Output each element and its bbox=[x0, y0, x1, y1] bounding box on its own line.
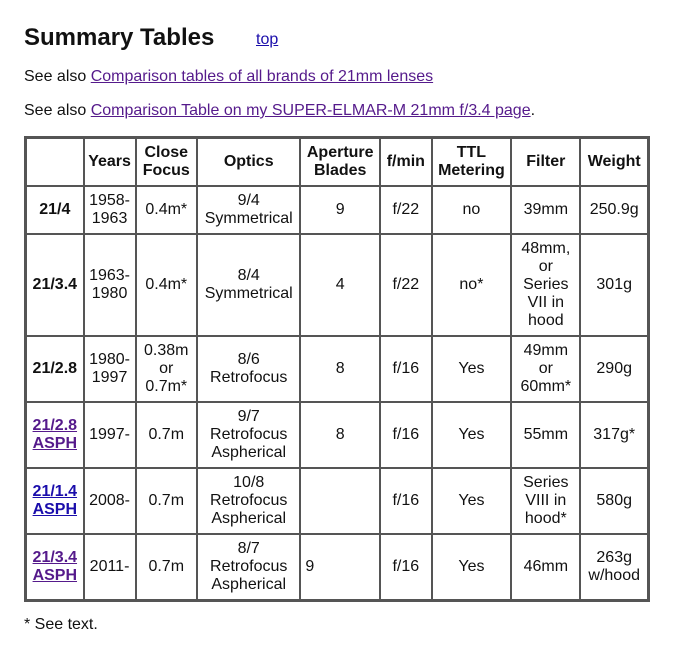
top-link[interactable]: top bbox=[256, 31, 279, 48]
fmin-cell: f/16 bbox=[380, 402, 432, 468]
see-also-line bbox=[24, 101, 535, 121]
weight-cell: 317g* bbox=[580, 402, 648, 468]
see-also-prefix: See also bbox=[24, 102, 91, 119]
model-cell: 21/2.8 bbox=[26, 336, 84, 402]
weight-cell: 263g w/hood bbox=[580, 534, 648, 600]
filter-cell: 46mm bbox=[511, 534, 580, 600]
column-header: Filter bbox=[511, 138, 580, 186]
years-cell: 1963-1980 bbox=[84, 234, 136, 336]
model-cell bbox=[26, 402, 84, 468]
close-focus-cell: 0.7m bbox=[136, 402, 198, 468]
model-cell: 21/3.4 bbox=[26, 234, 84, 336]
optics-cell: 9/7 Retrofocus Aspherical bbox=[197, 402, 300, 468]
table-row bbox=[26, 336, 648, 402]
weight-cell: 301g bbox=[580, 234, 648, 336]
weight-cell: 250.9g bbox=[580, 186, 648, 234]
filter-cell: Series VIII in hood* bbox=[511, 468, 580, 534]
filter-cell: 48mm, or Series VII in hood bbox=[511, 234, 580, 336]
blades-cell: 8 bbox=[300, 336, 380, 402]
fmin-cell: f/16 bbox=[380, 534, 432, 600]
close-focus-cell: 0.7m bbox=[136, 468, 198, 534]
filter-cell: 39mm bbox=[511, 186, 580, 234]
filter-cell: 49mm or 60mm* bbox=[511, 336, 580, 402]
comparison-all-brands-link[interactable]: Comparison tables of all brands of 21mm lenses bbox=[90, 68, 434, 85]
blades-cell: 4 bbox=[300, 234, 380, 336]
ttl-cell: Yes bbox=[432, 402, 512, 468]
column-header: Aperture Blades bbox=[300, 138, 380, 186]
see-also-suffix: . bbox=[530, 102, 536, 119]
optics-cell: 8/4 Symmetrical bbox=[197, 234, 300, 336]
fmin-cell: f/16 bbox=[380, 468, 432, 534]
footnote: * See text. bbox=[24, 616, 98, 633]
column-header: Optics bbox=[197, 138, 300, 186]
table-header-row bbox=[26, 138, 648, 186]
page-title: Summary Tables bbox=[24, 24, 215, 51]
optics-cell: 8/6 Retrofocus bbox=[197, 336, 300, 402]
optics-cell: 10/8 Retrofocus Aspherical bbox=[197, 468, 300, 534]
filter-cell: 55mm bbox=[511, 402, 580, 468]
ttl-cell: Yes bbox=[432, 336, 512, 402]
years-cell: 2011- bbox=[84, 534, 136, 600]
ttl-cell: no* bbox=[432, 234, 512, 336]
years-cell: 2008- bbox=[84, 468, 136, 534]
ttl-cell: Yes bbox=[432, 468, 512, 534]
super-elmar-comparison-link[interactable]: Comparison Table on my SUPER-ELMAR-M 21mm f/3.4 page bbox=[90, 102, 531, 119]
close-focus-cell: 0.7m bbox=[136, 534, 198, 600]
model-link[interactable]: 21/2.8 ASPH bbox=[32, 417, 78, 452]
model-link[interactable]: 21/3.4 ASPH bbox=[32, 549, 78, 584]
years-cell: 1980-1997 bbox=[84, 336, 136, 402]
years-cell: 1997- bbox=[84, 402, 136, 468]
table-row bbox=[26, 234, 648, 336]
weight-cell: 580g bbox=[580, 468, 648, 534]
model-cell bbox=[26, 468, 84, 534]
see-also-line bbox=[24, 67, 433, 87]
fmin-cell: f/22 bbox=[380, 234, 432, 336]
optics-cell: 8/7 Retrofocus Aspherical bbox=[197, 534, 300, 600]
fmin-cell: f/22 bbox=[380, 186, 432, 234]
title-row bbox=[24, 22, 664, 56]
blades-cell bbox=[300, 468, 380, 534]
blades-cell: 9 bbox=[300, 534, 380, 600]
weight-cell: 290g bbox=[580, 336, 648, 402]
blades-cell: 8 bbox=[300, 402, 380, 468]
blades-cell: 9 bbox=[300, 186, 380, 234]
close-focus-cell: 0.38m or 0.7m* bbox=[136, 336, 198, 402]
table-row bbox=[26, 534, 648, 600]
column-header: Close Focus bbox=[136, 138, 198, 186]
column-header: Years bbox=[84, 138, 136, 186]
column-header bbox=[26, 138, 84, 186]
close-focus-cell: 0.4m* bbox=[136, 234, 198, 336]
column-header: TTL Metering bbox=[432, 138, 512, 186]
see-also-prefix: See also bbox=[24, 68, 91, 85]
close-focus-cell: 0.4m* bbox=[136, 186, 198, 234]
model-cell: 21/4 bbox=[26, 186, 84, 234]
column-header: f/min bbox=[380, 138, 432, 186]
table-row bbox=[26, 468, 648, 534]
ttl-cell: Yes bbox=[432, 534, 512, 600]
ttl-cell: no bbox=[432, 186, 512, 234]
years-cell: 1958-1963 bbox=[84, 186, 136, 234]
table-row bbox=[26, 402, 648, 468]
fmin-cell: f/16 bbox=[380, 336, 432, 402]
column-header: Weight bbox=[580, 138, 648, 186]
summary-table bbox=[24, 136, 650, 602]
table-row bbox=[26, 186, 648, 234]
model-cell bbox=[26, 534, 84, 600]
optics-cell: 9/4 Symmetrical bbox=[197, 186, 300, 234]
model-link[interactable]: 21/1.4 ASPH bbox=[32, 483, 78, 518]
